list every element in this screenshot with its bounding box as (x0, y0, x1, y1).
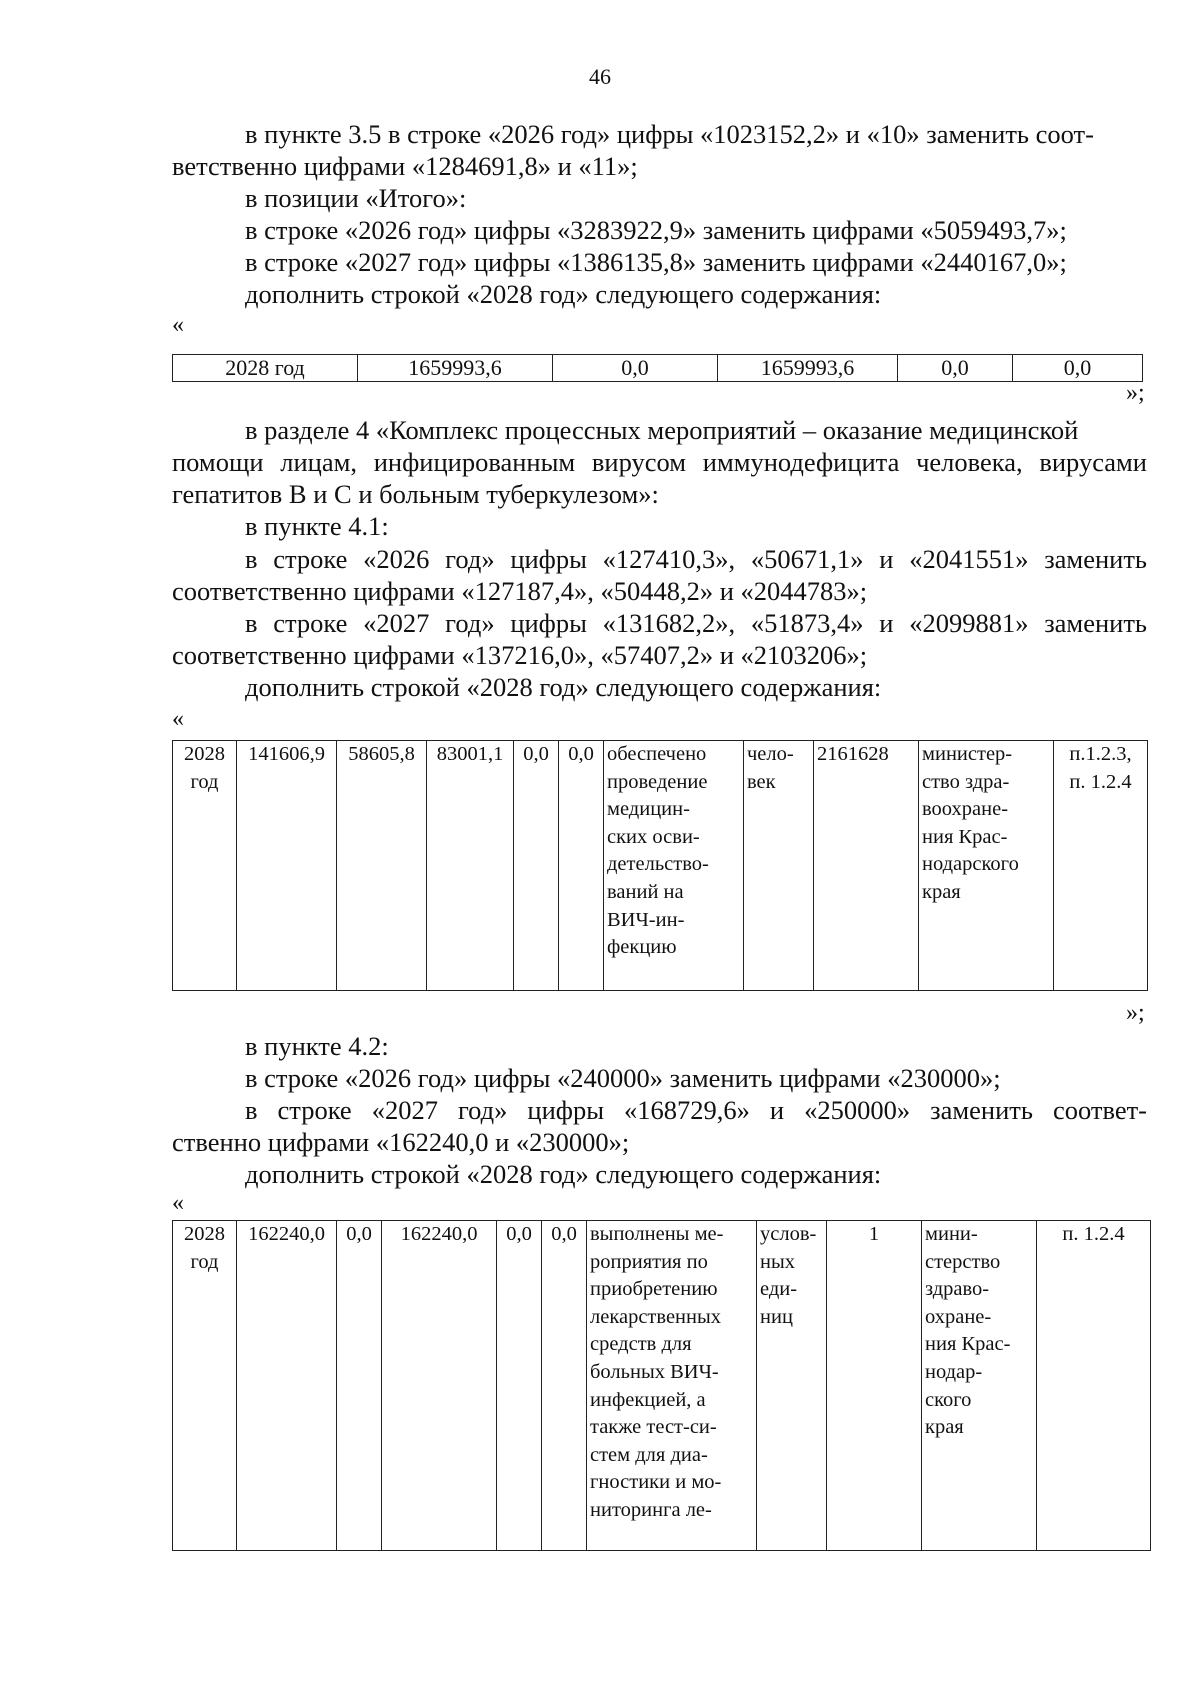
paragraph-line: в строке «2026 год» цифры «240000» заменить цифрами «230000»; (245, 1063, 1001, 1093)
table-cell: мини- стерство здраво- охране- ния Крас- нодар- ского края (922, 1221, 1037, 1551)
paragraph-line: ственно цифрами «162240,0 и «230000»; (172, 1127, 630, 1157)
table-cell: п. 1.2.4 (1037, 1221, 1151, 1551)
paragraph-line: соответственно цифрами «137216,0», «57407,2» и «2103206»; (172, 640, 868, 670)
table-cell: министер- ство здра- воохране- ния Крас- нодарского края (919, 741, 1054, 991)
table-cell: 83001,1 (427, 741, 514, 991)
table-row (173, 741, 1148, 991)
table-cell: 1659993,6 (358, 355, 553, 382)
paragraph-line: дополнить строкой «2028 год» следующего содержания: (245, 279, 882, 309)
table-cell: 0,0 (1013, 355, 1143, 382)
close-quote: »; (1126, 380, 1145, 406)
table-cell: 0,0 (542, 1221, 587, 1551)
table-item-4-2 (172, 1220, 1151, 1551)
table-cell: 162240,0 (237, 1221, 337, 1551)
table-cell: 141606,9 (237, 741, 337, 991)
table-cell: 162240,0 (382, 1221, 497, 1551)
table-cell: 0,0 (559, 741, 604, 991)
paragraph-line: в позиции «Итого»: (245, 183, 467, 213)
table-cell: 2161628 (814, 741, 919, 991)
table-cell: 0,0 (337, 1221, 382, 1551)
paragraph-line: помощи лицам, инфицированным вирусом иммунодефицита человека, вирусами (172, 447, 1147, 477)
table-cell: выполнены ме- роприятия по приобретению лекарственных средств для больных ВИЧ- инфекцией, а также тест-си- стем для диа- гностики и мо- ниторинга ле- (587, 1221, 757, 1551)
table-2028-row (172, 354, 1143, 382)
open-quote: « (172, 1190, 184, 1216)
paragraph-line: ветственно цифрами «1284691,8» и «11»; (172, 151, 638, 181)
table-cell: 1 (827, 1221, 922, 1551)
paragraph-line: в строке «2027 год» цифры «168729,6» и «250000» заменить соответ- (245, 1095, 1147, 1125)
paragraph-line: соответственно цифрами «127187,4», «50448,2» и «2044783»; (172, 576, 868, 606)
paragraph-line: дополнить строкой «2028 год» следующего содержания: (245, 672, 882, 702)
paragraph-line: в строке «2026 год» цифры «3283922,9» заменить цифрами «5059493,7»; (245, 215, 1067, 245)
page-number: 46 (589, 64, 611, 89)
table-item-4-1 (172, 740, 1148, 991)
table-cell: 1659993,6 (718, 355, 898, 382)
table-cell: 58605,8 (337, 741, 427, 991)
paragraph-line: в пункте 4.1: (245, 511, 389, 541)
table-row (173, 355, 1143, 382)
open-quote: « (172, 312, 184, 338)
paragraph-line: дополнить строкой «2028 год» следующего содержания: (245, 1159, 882, 1189)
table-cell: 2028 год (173, 1221, 237, 1551)
table-cell: 2028 год (173, 355, 358, 382)
paragraph-line: в строке «2026 год» цифры «127410,3», «50671,1» и «2041551» заменить (245, 544, 1147, 574)
table-cell: чело- век (744, 741, 814, 991)
paragraph-line: в строке «2027 год» цифры «1386135,8» заменить цифрами «2440167,0»; (245, 247, 1067, 277)
table-cell: обеспечено проведение медицин- ских осви- детельство- ваний на ВИЧ-ин- фекцию (604, 741, 744, 991)
paragraph-line: в пункте 3.5 в строке «2026 год» цифры «1023152,2» и «10» заменить соот- (245, 119, 1094, 149)
table-cell: 0,0 (497, 1221, 542, 1551)
paragraph-line: в строке «2027 год» цифры «131682,2», «51873,4» и «2099881» заменить (245, 608, 1147, 638)
table-cell: 2028 год (173, 741, 237, 991)
paragraph-line: в пункте 4.2: (245, 1031, 389, 1061)
open-quote: « (172, 706, 184, 732)
table-cell: услов- ных еди- ниц (757, 1221, 827, 1551)
table-row (173, 1221, 1151, 1551)
table-cell: п.1.2.3, п. 1.2.4 (1054, 741, 1148, 991)
table-cell: 0,0 (553, 355, 718, 382)
paragraph-line: гепатитов В и С и больным туберкулезом»: (172, 479, 659, 509)
paragraph-line: в разделе 4 «Комплекс процессных мероприятий – оказание медицинской (245, 415, 1079, 445)
table-cell: 0,0 (898, 355, 1013, 382)
close-quote: »; (1126, 1000, 1145, 1026)
table-cell: 0,0 (514, 741, 559, 991)
